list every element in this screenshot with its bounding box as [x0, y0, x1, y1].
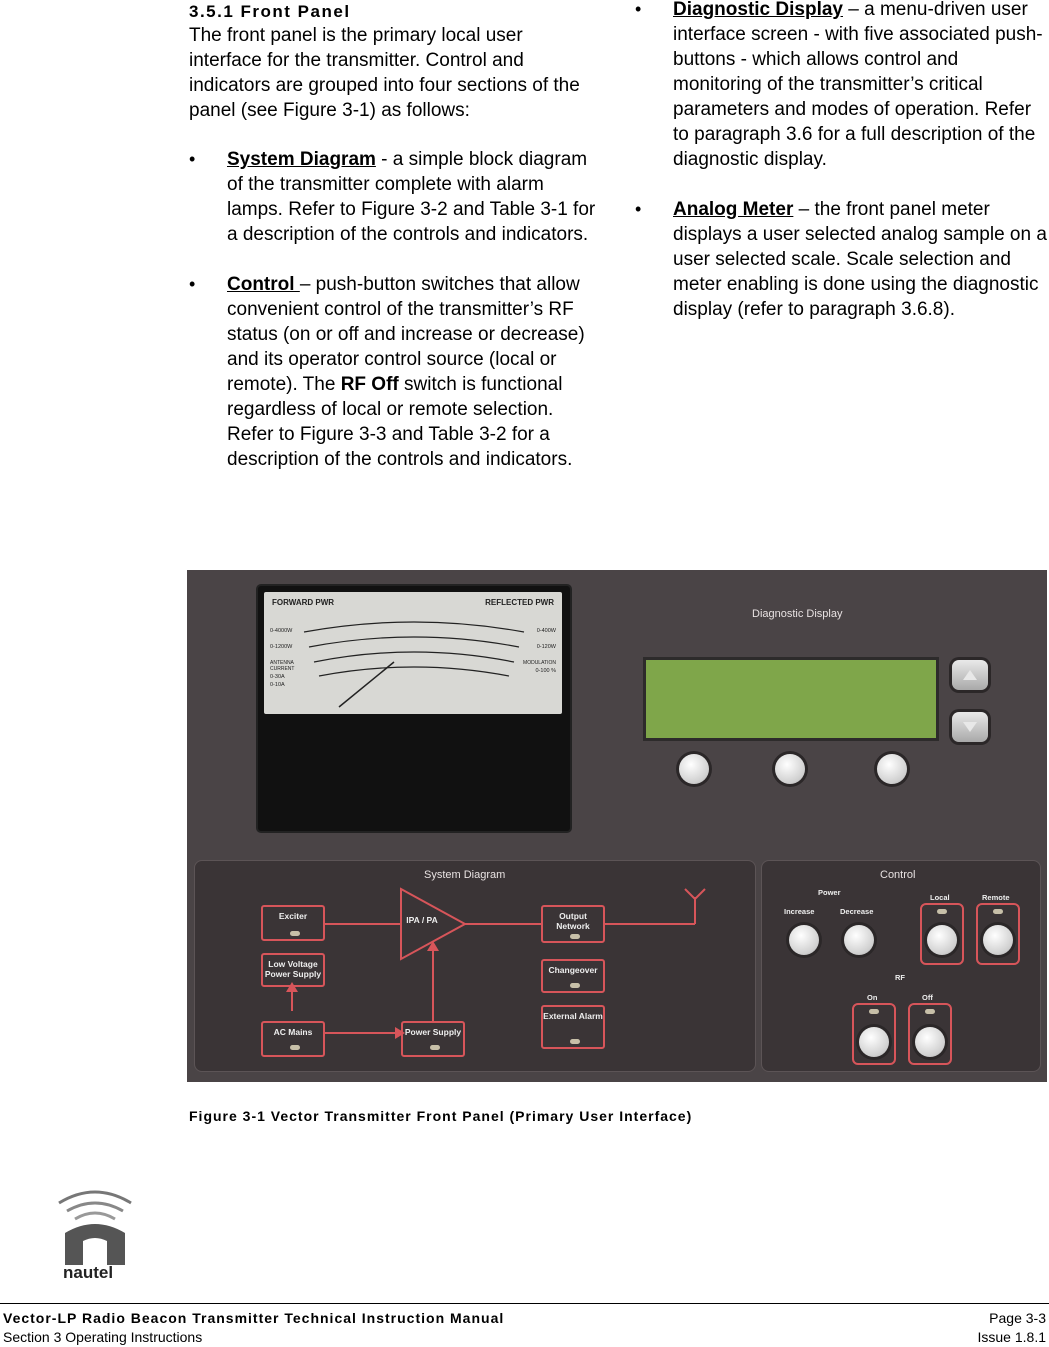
power-supply-lamp [430, 1045, 440, 1050]
meter-scale-r4: 0-100 % [535, 668, 556, 674]
rf-on-lamp [869, 1009, 879, 1014]
figure-caption: Figure 3-1 Vector Transmitter Front Panel (Primary User Interface) [189, 1108, 693, 1124]
meter-face [264, 592, 562, 714]
block-ac-mains [261, 1021, 325, 1057]
block-lvps-label: Low Voltage Power Supply [264, 959, 322, 979]
remote-button[interactable] [983, 925, 1013, 955]
rf-off-button[interactable] [915, 1027, 945, 1057]
list-item-control [189, 272, 601, 472]
term-control: Control [227, 274, 300, 295]
left-bullet-list [189, 147, 601, 497]
system-diagram-panel [194, 860, 756, 1072]
exciter-lamp [290, 931, 300, 936]
block-power-supply-label: Power Supply [404, 1027, 462, 1037]
footer-page: Page 3-3 [989, 1310, 1046, 1326]
desc-system-diagram: - a simple block diagram of the transmitter complete with alarm lamps. Refer to Figure 3-2 and Table 3-1 for a description of the controls and indicators. [227, 149, 596, 245]
local-label: Local [930, 893, 950, 902]
term-system-diagram: System Diagram [227, 149, 376, 170]
output-network-lamp [570, 934, 580, 939]
nautel-logo [55, 1185, 135, 1285]
meter-scale-5: 0-10A [270, 682, 285, 688]
term-diagnostic-display: Diagnostic Display [673, 0, 843, 20]
desc-control-b: switch is functional regardless of local or remote selection. Refer to Figure 3-3 and Table 3-2 for a description of the controls and indicators. [227, 374, 573, 470]
changeover-lamp [570, 983, 580, 988]
meter-scale-r2: 0-120W [536, 644, 556, 650]
triangle-down-icon [963, 722, 977, 732]
remote-lamp [993, 909, 1003, 914]
footer-title: Vector-LP Radio Beacon Transmitter Technical Instruction Manual [3, 1310, 505, 1326]
rf-off-bold: RF Off [340, 374, 399, 395]
decrease-label: Decrease [840, 907, 874, 916]
display-softkey-1[interactable] [679, 754, 709, 784]
scroll-up-button[interactable] [952, 660, 988, 690]
bullet-glyph: • [189, 149, 196, 169]
block-ac-mains-label: AC Mains [273, 1027, 313, 1037]
display-softkey-3[interactable] [877, 754, 907, 784]
rf-off-lamp [925, 1009, 935, 1014]
triangle-up-icon [963, 670, 977, 680]
diagnostic-display-label: Diagnostic Display [752, 608, 843, 620]
meter-reflected-label: REFLECTED PWR [485, 598, 554, 607]
block-ipa-pa [404, 911, 440, 935]
control-label: Control [880, 869, 916, 881]
scroll-down-button[interactable] [952, 712, 988, 742]
local-lamp [937, 909, 947, 914]
list-item-diagnostic-display [635, 0, 1049, 172]
block-output-network [541, 905, 605, 943]
external-alarm-lamp [570, 1039, 580, 1044]
block-exciter [261, 905, 325, 941]
rf-on-label: On [867, 993, 878, 1002]
block-power-supply [401, 1021, 465, 1057]
block-exciter-label: Exciter [278, 911, 308, 921]
meter-scale-2: 0-1200W [270, 644, 293, 650]
nautel-logo-text: nautel [63, 1263, 114, 1282]
meter-scale-r1: 0-400W [536, 628, 556, 634]
block-changeover-label: Changeover [548, 965, 598, 975]
term-analog-meter: Analog Meter [673, 199, 794, 220]
footer-section: Section 3 Operating Instructions [3, 1329, 203, 1345]
increase-label: Increase [784, 907, 815, 916]
increase-button[interactable] [789, 925, 819, 955]
meter-scale-graphic [264, 592, 562, 714]
list-item-analog-meter [635, 197, 1049, 322]
meter-scale-4: 0-30A [270, 674, 285, 680]
local-button[interactable] [927, 925, 957, 955]
desc-diagnostic-display: – a menu-driven user interface screen - with five associated push-buttons - which allows control and monitoring of the transmitter’s critical parameters and modes of operation. Refer to paragraph 3.6 for a full description of the diagnostic display. [673, 0, 1043, 170]
section-heading: 3.5.1 Front Panel [189, 2, 351, 21]
bullet-glyph: • [189, 274, 196, 294]
ac-mains-lamp [290, 1045, 300, 1050]
meter-scale-r3: MODULATION [523, 660, 556, 666]
front-panel-figure [187, 570, 1047, 1082]
block-external-alarm [541, 1005, 605, 1049]
bullet-glyph: • [635, 0, 642, 19]
meter-scale-1: 0-4000W [270, 628, 293, 634]
bullet-glyph: • [635, 199, 642, 219]
power-label: Power [818, 888, 841, 897]
block-output-network-label: Output Network [556, 911, 590, 931]
display-softkey-2[interactable] [775, 754, 805, 784]
decrease-button[interactable] [844, 925, 874, 955]
block-changeover [541, 959, 605, 993]
footer-rule [0, 1303, 1049, 1304]
desc-control-a: – push-button switches that allow convenient control of the transmitter’s RF status (on or off and increase or decrease) and its operator control source (local or remote). The [227, 274, 585, 395]
meter-scale-3: ANTENNA CURRENT [270, 660, 295, 672]
block-low-voltage-power-supply [261, 953, 325, 987]
intro-paragraph: The front panel is the primary local user interface for the transmitter. Control and indicators are grouped into four sections of the panel (see Figure 3-1) as follows: [189, 25, 580, 121]
block-ipa-pa-label: IPA / PA [406, 915, 438, 925]
meter-forward-label: FORWARD PWR [272, 598, 335, 607]
lcd-screen [643, 657, 939, 741]
system-diagram-label: System Diagram [424, 869, 506, 881]
right-bullet-list [635, 0, 1049, 347]
analog-meter [258, 586, 570, 831]
rf-off-label: Off [922, 993, 933, 1002]
control-panel [761, 860, 1041, 1072]
rf-label: RF [895, 973, 905, 982]
list-item-system-diagram [189, 147, 601, 247]
remote-label: Remote [982, 893, 1010, 902]
footer-issue: Issue 1.8.1 [977, 1329, 1046, 1345]
desc-analog-meter: – the front panel meter displays a user selected analog sample on a user selected scale. Scale selection and meter enabling is done using the diagnostic display (refer to paragraph 3.6.8). [673, 199, 1047, 320]
block-external-alarm-label: External Alarm [543, 1011, 603, 1021]
rf-on-button[interactable] [859, 1027, 889, 1057]
